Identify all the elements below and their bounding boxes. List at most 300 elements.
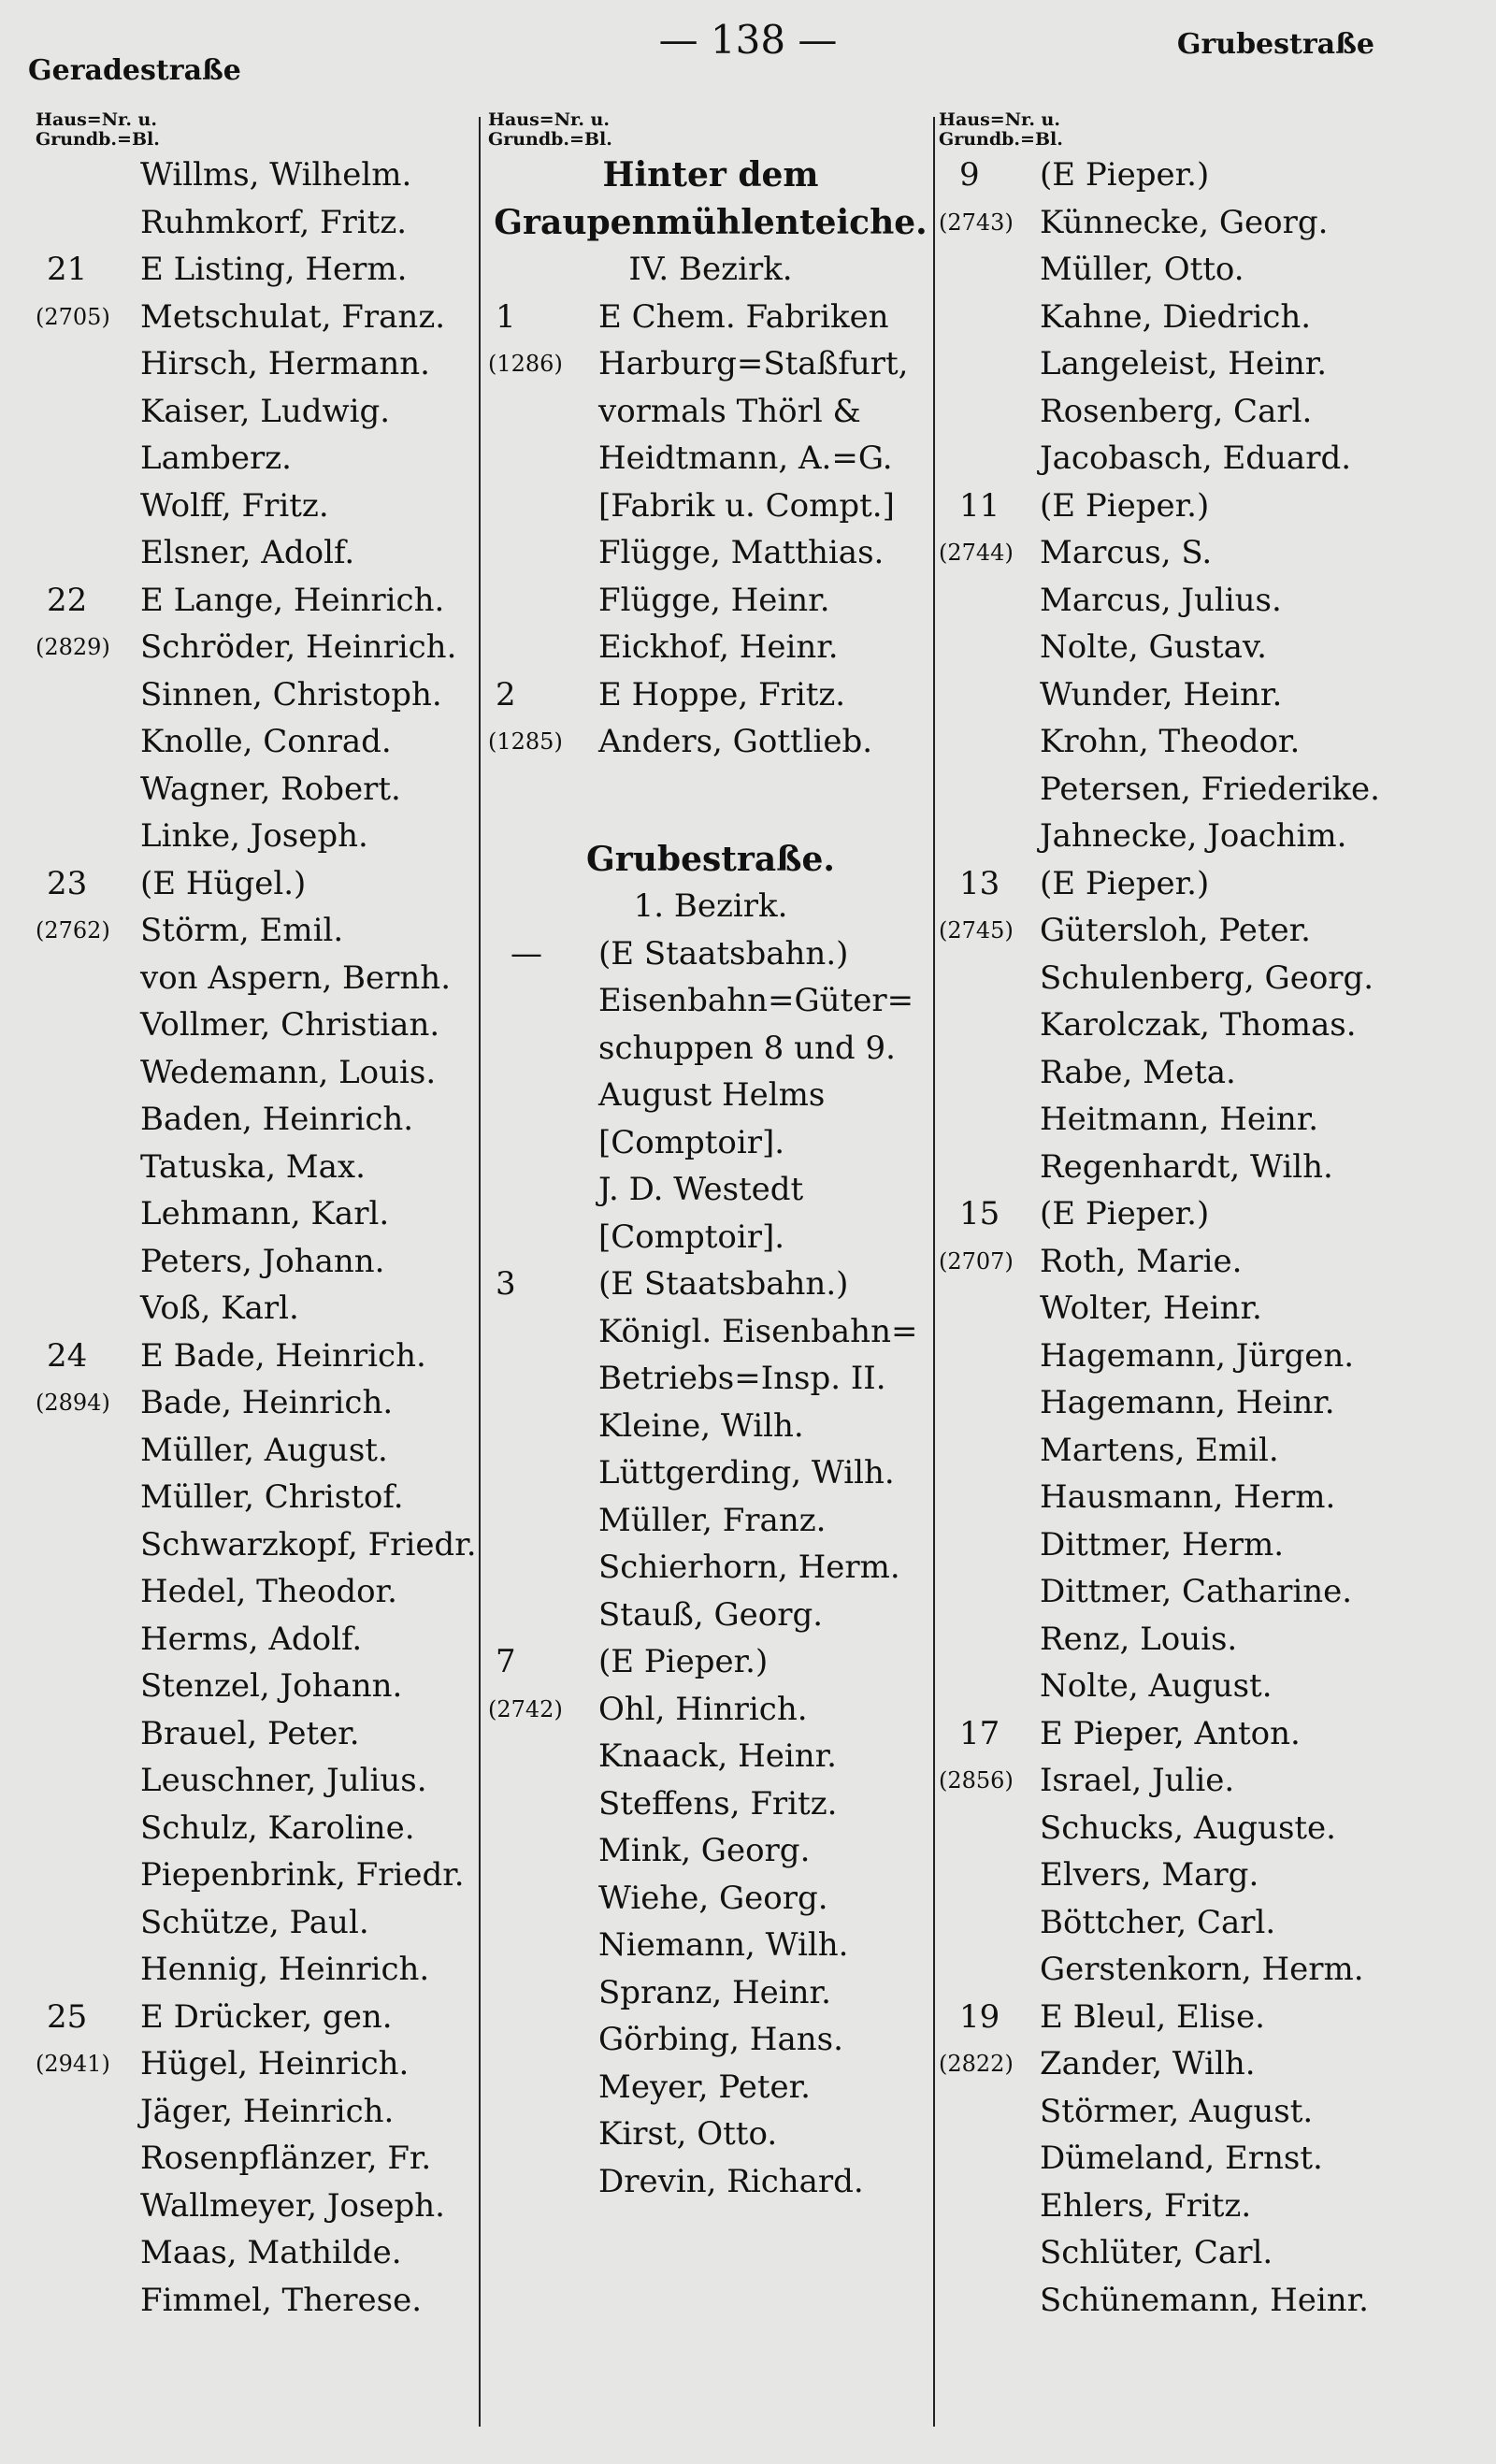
directory-entry	[36, 766, 475, 814]
resident-name: Peters, Johann.	[140, 1242, 385, 1280]
resident-name: Eickhof, Heinr.	[598, 628, 839, 666]
resident-name: (E Staatsbahn.)	[598, 934, 849, 973]
directory-entry	[36, 483, 475, 530]
resident-name: Schünemann, Heinr.	[1040, 2281, 1369, 2319]
directory-entry	[488, 2111, 933, 2158]
resident-name: Dittmer, Herm.	[1040, 1525, 1285, 1563]
resident-name: Hedel, Theodor.	[140, 1573, 397, 1610]
resident-name: Jacobasch, Eduard.	[1040, 439, 1352, 477]
resident-name: Störmer, August.	[1040, 2092, 1314, 2130]
column-header-line: Grundb.=Bl.	[488, 129, 612, 150]
directory-entry	[488, 1733, 933, 1780]
resident-name: Ohl, Hinrich.	[598, 1690, 808, 1728]
resident-name: Mink, Georg.	[598, 1832, 811, 1869]
directory-entry	[939, 955, 1425, 1002]
resident-name: Voß, Karl.	[140, 1290, 299, 1327]
directory-entry	[36, 2229, 475, 2277]
resident-name: Drevin, Richard.	[598, 2162, 864, 2200]
directory-entry	[36, 529, 475, 577]
directory-entry	[939, 1474, 1425, 1521]
resident-name: Krohn, Theodor.	[1040, 723, 1301, 760]
resident-name: Kirst, Otto.	[598, 2115, 778, 2153]
resident-name: Piepenbrink, Friedr.	[140, 1856, 465, 1894]
resident-name: von Aspern, Bernh.	[140, 958, 451, 997]
land-register-number: (2822)	[939, 2051, 1014, 2077]
resident-name: E Hoppe, Fritz.	[598, 675, 846, 713]
directory-entry	[488, 1355, 933, 1403]
directory-entry	[36, 1616, 475, 1664]
resident-name: Baden, Heinrich.	[140, 1101, 414, 1138]
page-number: — 138 —	[658, 17, 838, 63]
resident-name: Schulz, Karoline.	[140, 1808, 415, 1847]
directory-entry	[36, 1663, 475, 1710]
directory-entry	[939, 1379, 1425, 1427]
directory-entry	[488, 624, 933, 671]
resident-name: [Fabrik u. Compt.]	[598, 486, 895, 525]
resident-name: Wolff, Fritz.	[140, 486, 329, 525]
resident-name: Israel, Julie.	[1040, 1762, 1235, 1799]
house-number: 1	[496, 297, 516, 336]
directory-entry	[488, 1969, 933, 2017]
directory-entry	[939, 671, 1425, 719]
directory-entry	[939, 246, 1425, 294]
land-register-number: (1285)	[488, 728, 563, 755]
district-label: IV. Bezirk.	[628, 251, 793, 288]
resident-name: Maas, Mathilde.	[140, 2234, 402, 2271]
land-register-number: (2941)	[36, 2051, 110, 2077]
directory-entry	[36, 199, 475, 247]
directory-entry	[488, 1261, 933, 1308]
directory-entry	[939, 1663, 1425, 1710]
resident-name: Hennig, Heinrich.	[140, 1951, 430, 1988]
land-register-number: (2856)	[939, 1767, 1014, 1794]
directory-entry	[939, 1616, 1425, 1664]
resident-name: Wolter, Heinr.	[1040, 1290, 1262, 1327]
house-number: 23	[47, 864, 88, 902]
directory-entry	[939, 340, 1425, 388]
resident-name: Ehlers, Fritz.	[1040, 2186, 1252, 2225]
resident-name: Kaiser, Ludwig.	[140, 392, 391, 430]
resident-name: Vollmer, Christian.	[140, 1006, 440, 1044]
directory-entry	[36, 1190, 475, 1238]
directory-entry	[488, 1214, 933, 1261]
column-header	[488, 110, 933, 151]
directory-entry	[36, 624, 475, 671]
column-3	[939, 110, 1425, 2448]
directory-entry	[36, 151, 475, 199]
header-right-street: Grubestraße	[1176, 28, 1374, 61]
section-heading: Grubestraße.	[586, 839, 835, 879]
directory-entry	[36, 2040, 475, 2088]
resident-name: Niemann, Wilh.	[598, 1926, 849, 1964]
directory-entry	[36, 388, 475, 436]
resident-name: (E Pieper.)	[598, 1643, 769, 1680]
land-register-number: (1286)	[488, 351, 563, 377]
directory-entry	[939, 1333, 1425, 1380]
directory-entry	[488, 1497, 933, 1545]
resident-name: Elsner, Adolf.	[140, 534, 355, 571]
column-1	[36, 110, 475, 2448]
resident-name: Görbing, Hans.	[598, 2021, 843, 2058]
directory-entry	[939, 1144, 1425, 1191]
directory-entry	[939, 1521, 1425, 1569]
directory-entry	[939, 1096, 1425, 1144]
resident-name: Marcus, S.	[1040, 534, 1213, 571]
resident-name: Rabe, Meta.	[1040, 1053, 1236, 1091]
resident-name: Müller, Otto.	[1040, 251, 1244, 288]
resident-name: [Comptoir].	[598, 1218, 785, 1256]
resident-name: E Drücker, gen.	[140, 1997, 393, 2036]
resident-name: Dittmer, Catharine.	[1040, 1573, 1353, 1610]
directory-entry	[36, 1144, 475, 1191]
directory-entry	[36, 1521, 475, 1569]
resident-name: Hagemann, Jürgen.	[1040, 1336, 1355, 1375]
land-register-number: (2829)	[36, 634, 110, 660]
resident-name: Elvers, Marg.	[1040, 1856, 1259, 1894]
directory-entry	[36, 1946, 475, 1994]
house-number: 15	[959, 1195, 1000, 1232]
resident-name: schuppen 8 und 9.	[598, 1029, 896, 1067]
resident-name: August Helms	[598, 1076, 826, 1114]
resident-name: Lamberz.	[140, 439, 292, 477]
directory-entry	[939, 1852, 1425, 1899]
directory-entry	[36, 860, 475, 908]
column-divider	[933, 117, 935, 2427]
resident-name: E Bleul, Elise.	[1040, 1997, 1265, 2036]
resident-name: Spranz, Heinr.	[598, 1973, 831, 2011]
resident-name: Steffens, Fritz.	[598, 1784, 838, 1823]
resident-name: (E Pieper.)	[1040, 156, 1210, 194]
directory-entry	[939, 1190, 1425, 1238]
directory-entry	[36, 813, 475, 860]
resident-name: Lehmann, Karl.	[140, 1195, 390, 1232]
column-header-line: Grundb.=Bl.	[36, 129, 160, 150]
resident-name: Wunder, Heinr.	[1040, 675, 1283, 713]
resident-name: Herms, Adolf.	[140, 1620, 363, 1658]
column-header	[939, 110, 1425, 151]
resident-name: Königl. Eisenbahn=	[598, 1312, 918, 1350]
resident-name: Brauel, Peter.	[140, 1714, 360, 1752]
resident-name: Schulenberg, Georg.	[1040, 958, 1374, 997]
resident-name: Regenhardt, Wilh.	[1040, 1147, 1333, 1186]
entry-list	[939, 151, 1425, 2324]
land-register-number: (2742)	[488, 1695, 563, 1722]
directory-entry	[939, 577, 1425, 625]
section-heading: Graupenmühlenteiche.	[494, 202, 928, 242]
directory-entry	[488, 671, 933, 719]
land-register-number: (2762)	[36, 917, 110, 944]
resident-name: Stenzel, Johann.	[140, 1667, 403, 1705]
resident-name: Nolte, Gustav.	[1040, 628, 1267, 666]
resident-name: Leuschner, Julius.	[140, 1762, 427, 1799]
resident-name: Stauß, Georg.	[598, 1595, 824, 1634]
resident-name: Heidtmann, A.=G.	[598, 439, 893, 477]
resident-name: Martens, Emil.	[1040, 1431, 1279, 1469]
directory-entry	[36, 1238, 475, 1286]
district-label: 1. Bezirk.	[633, 887, 788, 925]
directory-entry	[36, 2277, 475, 2325]
resident-name: Kleine, Wilh.	[598, 1406, 804, 1445]
column-divider	[479, 117, 481, 2427]
spacer	[488, 766, 933, 836]
directory-entry	[488, 1922, 933, 1969]
resident-name: Böttcher, Carl.	[1040, 1903, 1276, 1941]
resident-name: (E Staatsbahn.)	[598, 1265, 849, 1303]
resident-name: Rosenpflänzer, Fr.	[140, 2140, 432, 2177]
resident-name: Nolte, August.	[1040, 1667, 1273, 1705]
directory-entry	[488, 1592, 933, 1639]
directory-entry	[939, 199, 1425, 247]
resident-name: Hagemann, Heinr.	[1040, 1384, 1335, 1421]
resident-name: Sinnen, Christoph.	[140, 675, 442, 713]
directory-entry	[36, 1333, 475, 1380]
directory-entry	[36, 435, 475, 483]
directory-entry	[36, 1474, 475, 1521]
directory-entry	[488, 977, 933, 1025]
resident-name: Schierhorn, Herm.	[598, 1549, 900, 1586]
entry-list	[36, 151, 475, 2324]
directory-entry	[36, 1994, 475, 2041]
house-number: 13	[959, 864, 1000, 902]
directory-entry	[488, 1166, 933, 1214]
land-register-number: (2745)	[939, 917, 1014, 944]
directory-entry	[36, 1285, 475, 1333]
directory-entry	[939, 1710, 1425, 1758]
resident-name: Linke, Joseph.	[140, 817, 368, 855]
entry-list	[488, 930, 933, 2206]
resident-name: Hügel, Heinrich.	[140, 2045, 410, 2082]
directory-entry	[488, 2016, 933, 2064]
directory-entry	[36, 2135, 475, 2183]
resident-name: Fimmel, Therese.	[140, 2281, 423, 2319]
resident-name: Dümeland, Ernst.	[1040, 2140, 1323, 2177]
house-number: 22	[47, 581, 88, 619]
directory-entry	[488, 1308, 933, 1356]
directory-entry	[488, 1638, 933, 1686]
entry-list	[488, 294, 933, 766]
directory-entry	[939, 151, 1425, 199]
column-header-line: Haus=Nr. u.	[36, 109, 157, 130]
directory-entry	[488, 1544, 933, 1592]
directory-entry	[939, 1049, 1425, 1097]
directory-entry	[36, 718, 475, 766]
resident-name: Knaack, Heinr.	[598, 1737, 837, 1775]
resident-name: Renz, Louis.	[1040, 1620, 1238, 1658]
resident-name: (E Pieper.)	[1040, 864, 1210, 902]
column-header-line: Grundb.=Bl.	[939, 129, 1063, 150]
house-number: 19	[959, 1997, 1000, 2036]
directory-entry	[939, 529, 1425, 577]
resident-name: E Lange, Heinrich.	[140, 581, 445, 619]
resident-name: E Bade, Heinrich.	[140, 1336, 426, 1375]
resident-name: Jahnecke, Joachim.	[1040, 817, 1347, 855]
resident-name: Schwarzkopf, Friedr.	[140, 1525, 477, 1563]
resident-name: Meyer, Peter.	[598, 2068, 811, 2106]
directory-entry	[36, 907, 475, 955]
directory-entry	[488, 1072, 933, 1119]
resident-name: Heitmann, Heinr.	[1040, 1101, 1319, 1138]
column-2	[488, 110, 933, 2448]
house-number: —	[511, 934, 542, 973]
directory-entry	[939, 1994, 1425, 2041]
resident-name: Rosenberg, Carl.	[1040, 392, 1313, 430]
directory-entry	[939, 718, 1425, 766]
directory-entry	[36, 340, 475, 388]
directory-entry	[488, 1780, 933, 1828]
directory-entry	[488, 1025, 933, 1073]
directory-entry	[939, 1946, 1425, 1994]
directory-entry	[36, 2183, 475, 2230]
directory-entry	[939, 1757, 1425, 1805]
directory-entry	[488, 930, 933, 978]
resident-name: Tatuska, Max.	[140, 1147, 366, 1186]
resident-name: (E Pieper.)	[1040, 1195, 1210, 1232]
resident-name: Eisenbahn=Güter=	[598, 982, 914, 1019]
resident-name: Metschulat, Franz.	[140, 297, 446, 336]
resident-name: E Chem. Fabriken	[598, 297, 889, 336]
directory-entry	[939, 1568, 1425, 1616]
directory-entry	[36, 577, 475, 625]
directory-entry	[939, 860, 1425, 908]
directory-entry	[36, 1001, 475, 1049]
header-left-street: Geradestraße	[28, 54, 241, 87]
directory-entry	[939, 2088, 1425, 2136]
directory-entry	[36, 246, 475, 294]
directory-entry	[939, 2040, 1425, 2088]
directory-entry	[488, 2064, 933, 2111]
resident-name: Roth, Marie.	[1040, 1242, 1243, 1280]
resident-name: Betriebs=Insp. II.	[598, 1360, 886, 1397]
resident-name: Störm, Emil.	[140, 912, 344, 949]
resident-name: Hirsch, Hermann.	[140, 345, 430, 382]
directory-entry	[939, 388, 1425, 436]
directory-entry	[939, 1899, 1425, 1947]
directory-entry	[488, 388, 933, 436]
resident-name: Bade, Heinrich.	[140, 1384, 394, 1421]
directory-entry	[36, 1096, 475, 1144]
directory-entry	[488, 577, 933, 625]
directory-entry	[939, 766, 1425, 814]
resident-name: Willms, Wilhelm.	[140, 156, 412, 194]
directory-entry	[36, 2088, 475, 2136]
directory-entry	[488, 718, 933, 766]
resident-name: Schlüter, Carl.	[1040, 2234, 1273, 2271]
resident-name: Ruhmkorf, Fritz.	[140, 203, 408, 241]
resident-name: Müller, Franz.	[598, 1501, 827, 1539]
directory-entry	[939, 1805, 1425, 1852]
resident-name: E Pieper, Anton.	[1040, 1714, 1301, 1752]
land-register-number: (2894)	[36, 1390, 110, 1416]
directory-entry	[939, 2183, 1425, 2230]
directory-entry	[36, 1805, 475, 1852]
resident-name: (E Hügel.)	[140, 864, 307, 902]
directory-entry	[36, 955, 475, 1002]
directory-entry	[939, 1238, 1425, 1286]
resident-name: Langeleist, Heinr.	[1040, 345, 1328, 382]
directory-entry	[36, 294, 475, 341]
directory-entry	[36, 1379, 475, 1427]
directory-entry	[488, 435, 933, 483]
resident-name: Wedemann, Louis.	[140, 1053, 437, 1091]
resident-name: Wallmeyer, Joseph.	[140, 2186, 445, 2225]
resident-name: vormals Thörl &	[598, 392, 861, 430]
land-register-number: (2705)	[36, 303, 110, 330]
directory-entry	[939, 624, 1425, 671]
house-number: 7	[496, 1643, 516, 1680]
resident-name: Gerstenkorn, Herm.	[1040, 1951, 1364, 1988]
directory-entry	[939, 483, 1425, 530]
directory-entry	[36, 1757, 475, 1805]
resident-name: Müller, August.	[140, 1431, 388, 1469]
resident-name: Schütze, Paul.	[140, 1903, 369, 1941]
resident-name: J. D. Westedt	[598, 1171, 804, 1208]
directory-entry	[36, 1710, 475, 1758]
resident-name: Zander, Wilh.	[1040, 2045, 1256, 2082]
house-number: 21	[47, 251, 88, 288]
directory-entry	[939, 2229, 1425, 2277]
resident-name: Hausmann, Herm.	[1040, 1478, 1336, 1516]
directory-entry	[36, 671, 475, 719]
directory-entry	[36, 1852, 475, 1899]
directory-entry	[36, 1899, 475, 1947]
directory-entry	[939, 2135, 1425, 2183]
resident-name: Jäger, Heinrich.	[140, 2092, 395, 2130]
resident-name: Flügge, Heinr.	[598, 581, 830, 619]
house-number: 11	[959, 486, 1000, 525]
column-header	[36, 110, 475, 151]
column-header-line: Haus=Nr. u.	[939, 109, 1060, 130]
resident-name: E Listing, Herm.	[140, 251, 408, 288]
directory-entry	[488, 1403, 933, 1450]
land-register-number: (2743)	[939, 209, 1014, 236]
house-number: 2	[496, 675, 516, 713]
resident-name: Lüttgerding, Wilh.	[598, 1454, 895, 1491]
resident-name: Knolle, Conrad.	[140, 723, 392, 760]
directory-entry	[488, 340, 933, 388]
directory-entry	[36, 1427, 475, 1475]
directory-entry	[939, 435, 1425, 483]
directory-entry	[488, 1119, 933, 1167]
directory-entry	[488, 1875, 933, 1923]
directory-entry	[488, 1827, 933, 1875]
house-number: 25	[47, 1997, 88, 2036]
resident-name: Harburg=Staßfurt,	[598, 345, 909, 382]
directory-entry	[939, 813, 1425, 860]
resident-name: Gütersloh, Peter.	[1040, 912, 1311, 949]
resident-name: Künnecke, Georg.	[1040, 203, 1329, 241]
resident-name: Schucks, Auguste.	[1040, 1808, 1336, 1847]
resident-name: Flügge, Matthias.	[598, 534, 885, 571]
house-number: 9	[959, 156, 980, 194]
column-header-line: Haus=Nr. u.	[488, 109, 610, 130]
land-register-number: (2744)	[939, 540, 1014, 566]
house-number: 3	[496, 1265, 516, 1303]
resident-name: Schröder, Heinrich.	[140, 628, 457, 666]
land-register-number: (2707)	[939, 1247, 1014, 1275]
directory-entry	[939, 1427, 1425, 1475]
resident-name: (E Pieper.)	[1040, 486, 1210, 525]
directory-entry	[488, 2158, 933, 2206]
directory-entry	[939, 1001, 1425, 1049]
directory-entry	[36, 1568, 475, 1616]
resident-name: Wiehe, Georg.	[598, 1879, 828, 1917]
directory-entry	[939, 294, 1425, 341]
resident-name: Petersen, Friederike.	[1040, 770, 1380, 808]
resident-name: Müller, Christof.	[140, 1478, 404, 1516]
directory-entry	[488, 294, 933, 341]
house-number: 17	[959, 1714, 1000, 1752]
resident-name: Karolczak, Thomas.	[1040, 1006, 1357, 1044]
